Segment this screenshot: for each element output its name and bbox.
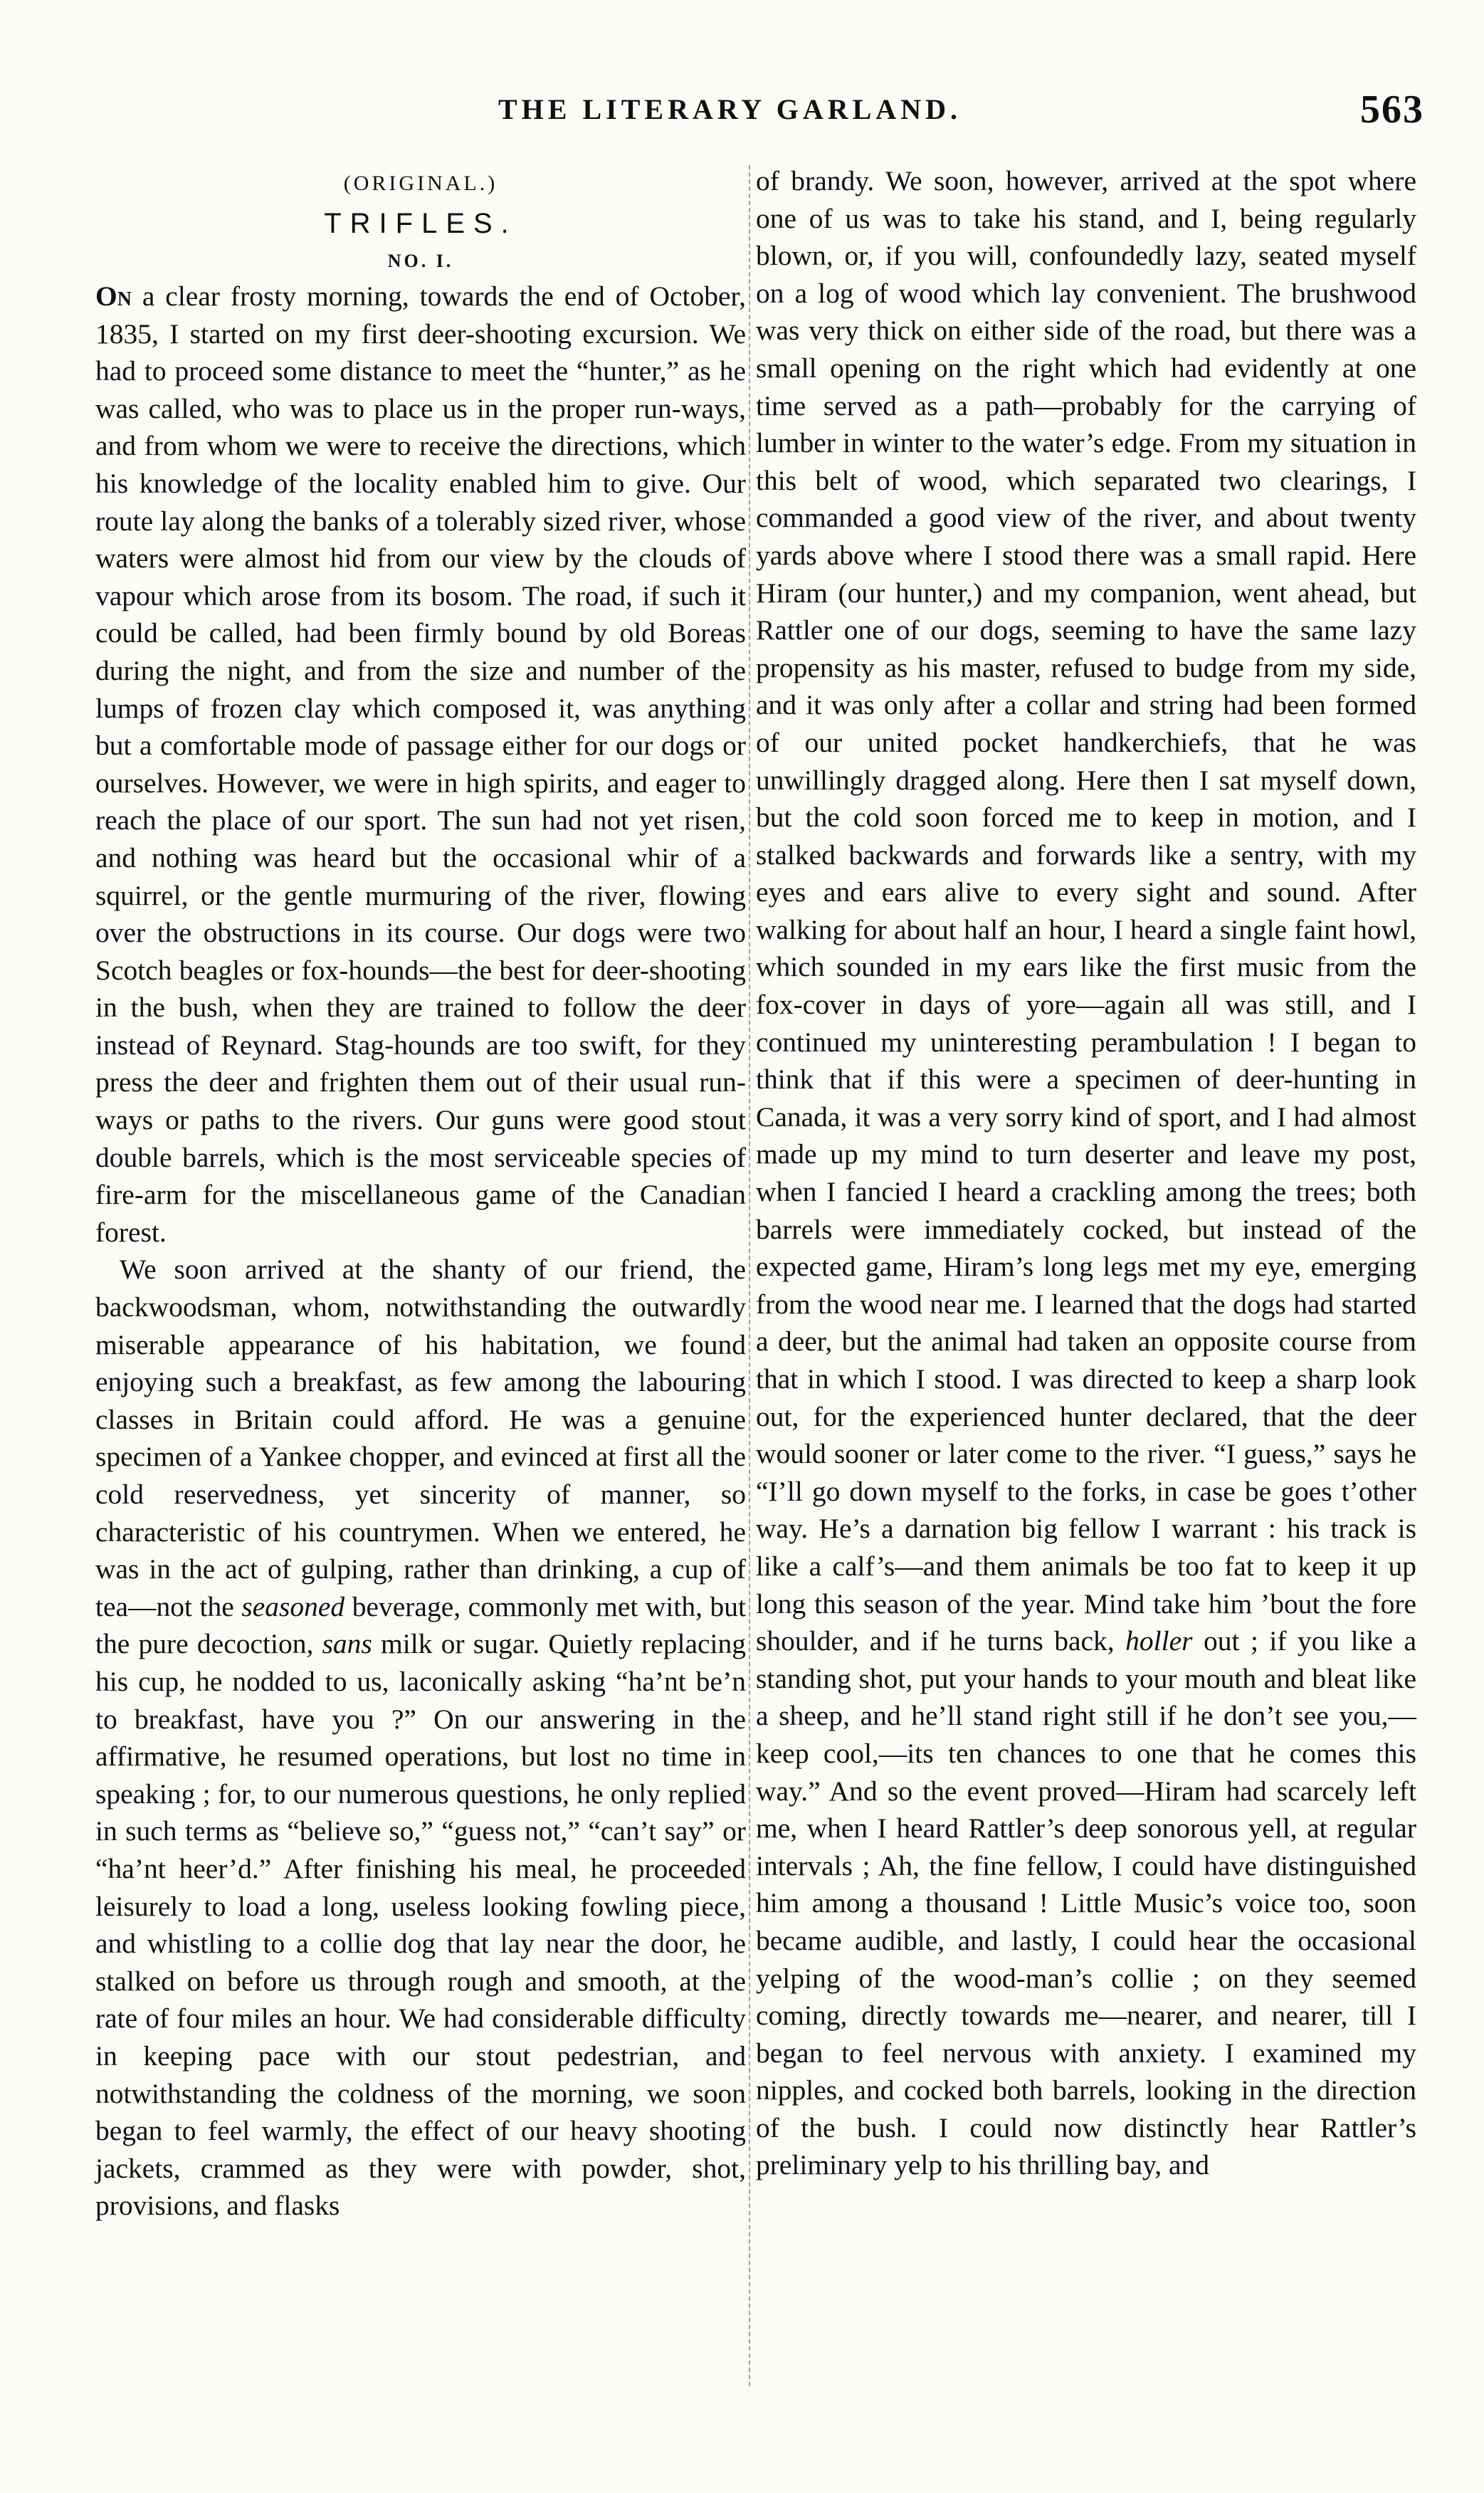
right-text-b: out ; if you like a standing shot, put your hands to your mouth and bleat like a sheep, and he’ll stand right still if he don’t see you,—keep cool,—its ten chances to one that he comes this way.” And so the event proved—Hiram had scarcely left me, when I heard Rattler’s deep sonorous yell, at regular intervals ; Ah, the fine fellow, I could have distinguished him among a thousand ! Little Music’s voice too, soon became audible, and lastly, I could hear the occasional yelping of the wood-man’s collie ; on they seemed coming, directly towards me—nearer, and nearer, till I began to feel nervous with anxiety. I examined my nipples, and cocked both barrels, looking in the direction of the bush. I could now distinctly hear Rattler’s preliminary yelp to his thrilling bay, and: [756, 1625, 1417, 2181]
paragraph-continued: [756, 162, 1416, 2184]
column-divider: [749, 165, 752, 2386]
right-text-a: of brandy. We soon, however, arrived at the spot where one of us was to take his stand, and I, being regularly blown, or, if you will, confoundedly lazy, seated myself on a log of wood which lay convenient. The brushwood was very thick on either side of the road, but there was a small opening on the right which had evidently at one time served as a path—probably for the carrying of lumber in winter to the water’s edge. From my situation in this belt of wood, which separated two clearings, I commanded a good view of the river, and about twenty yards above where I stood there was a small rapid. Here Hiram (our hunter,) and my companion, went ahead, but Rattler one of our dogs, seeming to have the same lazy propensity as his master, refused to budge from my side, and it was only after a collar and string had been formed of our united pocket handkerchiefs, that he was unwillingly dragged along. Here then I sat myself down, but the cold soon forced me to keep in motion, and I stalked backwards and forwards like a sentry, with my eyes and ears alive to every sight and sound. After walking for about half an hour, I heard a single faint howl, which sounded in my ears like the first music from the fox-cover in days of yore—again all was still, and I continued my uninteresting perambulation ! I began to think that if this were a specimen of deer-hunting in Canada, it was a very sorry kind of sport, and I had almost made up my mind to turn deserter and leave my post, when I fancied I heard a crackling among the trees; both barrels were immediately cocked, but instead of the expected game, Hiram’s long legs met my eye, emerging from the wood near me. I learned that the dogs had started a deer, but the animal had taken an opposite course from that in which I stood. I was directed to keep a sharp look out, for the experienced hunter declared, that the deer would sooner or later come to the river. “I guess,” says he “I’ll go down myself to the forks, in case be goes t’other way. He’s a darnation big fellow I warrant : his track is like a calf’s—and them animals be too fat to keep it up long this season of the year. Mind take him ’bout the fore shoulder, and if he turns back,: [756, 165, 1416, 1657]
opening-word: On: [95, 280, 132, 312]
italic-sans: sans: [322, 1628, 372, 1660]
paragraph-2: [95, 1251, 746, 2224]
source-note: (ORIGINAL.): [343, 172, 498, 195]
left-column: [95, 165, 746, 2225]
article-number: NO. I.: [387, 251, 454, 271]
paragraph-1-text: a clear frosty morning, towards the end of October, 1835, I started on my first deer-shooting excursion. We had to proceed some distance to meet the “hunter,” as he was called, who was to place us in the proper run-ways, and from whom we were to receive the directions, which his knowledge of the locality enabled him to give. Our route lay along the banks of a tolerably sized river, whose waters were almost hid from our view by the clouds of vapour which arose from its bosom. The road, if such it could be called, had been firmly bound by old Boreas during the night, and from the size and number of the lumps of frozen clay which composed it, was anything but a comfortable mode of passage either for our dogs or ourselves. However, we were in high spirits, and eager to reach the place of our sport. The sun had not yet risen, and nothing was heard but the occasional whir of a squirrel, or the gentle murmuring of the river, flowing over the obstructions in its course. Our dogs were two Scotch beagles or fox-hounds—the best for deer-shooting in the bush, when they are trained to follow the deer instead of Reynard. Stag-hounds are too swift, for they press the deer and frighten them out of their usual run-ways or paths to the rivers. Our guns were good stout double barrels, which is the most serviceable species of fire-arm for the miscellaneous game of the Canadian forest.: [95, 280, 746, 1248]
paragraph-2-text-a: We soon arrived at the shanty of our friend, the backwoodsman, whom, notwithstanding the outwardly miserable appearance of his habitation, we found enjoying such a breakfast, as few among the labouring classes in Britain could afford. He was a genuine specimen of a Yankee chopper, and evinced at first all the cold reservedness, yet sincerity of manner, so characteristic of his countrymen. When we entered, he was in the act of gulping, rather than drinking, a cup of tea—not the: [95, 1254, 746, 1622]
article-title: TRIFLES.: [324, 208, 517, 239]
paragraph-1: [95, 278, 746, 1251]
running-title: THE LITERARY GARLAND.: [498, 93, 962, 125]
paragraph-2-text-c: milk or sugar. Quietly replacing his cup, he nodded to us, laconically asking “ha’nt be’n to breakfast, have you ?” On our answering in the affirmative, he resumed operations, but lost no time in speaking ; for, to our numerous questions, he only replied in such terms as “believe so,” “guess not,” “can’t say” or “ha’nt heer’d.” After finishing his meal, he proceeded leisurely to load a long, useless looking fowling piece, and whistling to a collie dog that lay near the door, he stalked on before us through rough and smooth, at the rate of four miles an hour. We had considerable difficulty in keeping pace with our stout pedestrian, and notwithstanding the coldness of the morning, we soon began to feel warmly, the effect of our heavy shooting jackets, crammed as they were with powder, shot, provisions, and flasks: [95, 1628, 746, 2222]
page-number: 563: [1360, 88, 1424, 132]
right-column: [756, 162, 1416, 2184]
italic-holler: holler: [1125, 1625, 1193, 1657]
italic-seasoned: seasoned: [241, 1590, 345, 1622]
paragraph-2-text-b: beverage, commonly met with, but the pure decoction,: [95, 1590, 747, 1660]
